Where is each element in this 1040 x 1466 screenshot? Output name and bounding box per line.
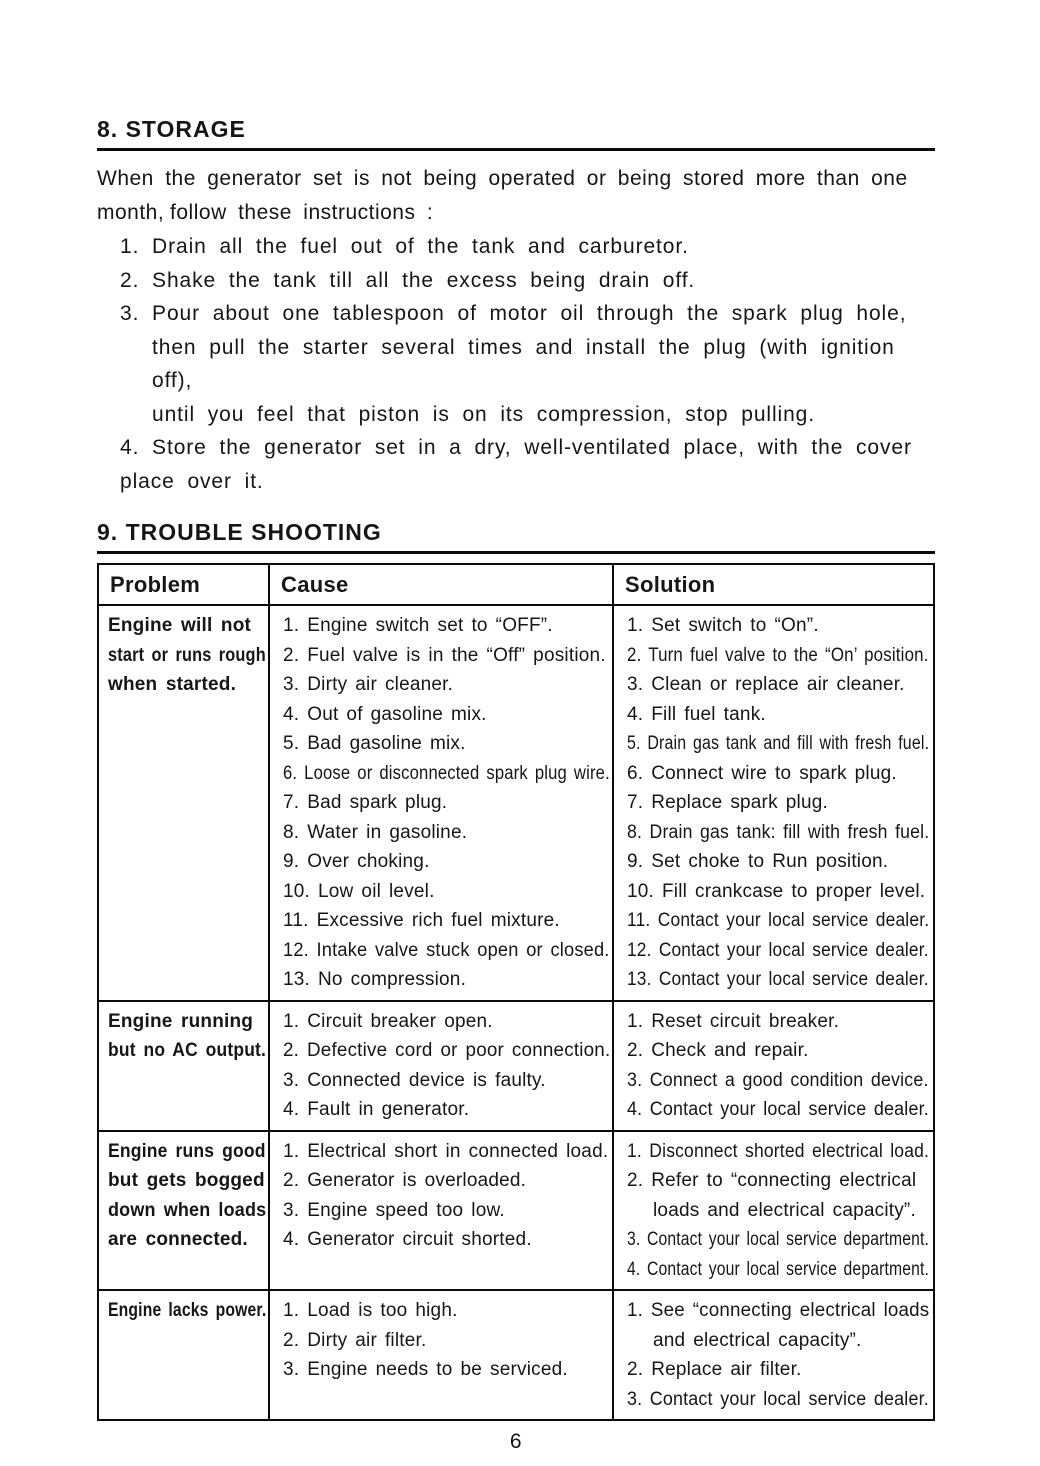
- cell-text-line: 4. Contact your local service department.: [627, 1258, 930, 1280]
- table-row: [99, 1000, 933, 1130]
- cell-text-line: 2. Dirty air filter.: [283, 1329, 427, 1351]
- table-row: [99, 604, 933, 1000]
- cell-text-line: 9. Over choking.: [283, 851, 430, 872]
- cell-text-line: 6. Connect wire to spark plug.: [627, 762, 897, 784]
- cell-text-line: 11. Contact your local service dealer.: [627, 910, 930, 931]
- cell-text-line: 3. Connect a good condition device.: [627, 1069, 929, 1091]
- cell-text-line: but no AC output.: [108, 1040, 267, 1061]
- cell-text-line: 5. Drain gas tank and fill with fresh fuel.: [627, 733, 930, 754]
- problem-cell: [99, 1132, 270, 1290]
- cell-text-line: 1. Circuit breaker open.: [283, 1010, 493, 1032]
- cell-text-line: 1. Load is too high.: [283, 1300, 458, 1321]
- cell-text-line: 8. Water in gasoline.: [283, 821, 468, 843]
- solution-cell: [614, 606, 931, 1000]
- cell-text-line: 3. Contact your local service department.: [627, 1229, 930, 1250]
- cell-text-line: 2. Fuel valve is in the “Off” position.: [283, 644, 606, 666]
- table-row: [99, 1289, 933, 1419]
- cell-text-line: 8. Drain gas tank: fill with fresh fuel.: [627, 821, 930, 843]
- cell-text-line: 13. No compression.: [283, 969, 467, 990]
- cell-text-line: when started.: [108, 674, 237, 695]
- cell-text-line: 12. Intake valve stuck open or closed.: [283, 939, 610, 961]
- instruction-line-continuation: then pull the starter several times and install the plug (with ignition off),: [152, 335, 895, 392]
- cell-text-line: are connected.: [108, 1229, 248, 1250]
- cell-text-line: Engine lacks power.: [108, 1300, 267, 1321]
- solution-cell: [614, 1291, 931, 1419]
- cell-text-line: 2. Refer to “connecting electrical: [627, 1170, 917, 1191]
- cell-text-line: 2. Generator is overloaded.: [283, 1170, 527, 1191]
- cell-text-line: 1. Set switch to “On”.: [627, 615, 819, 636]
- cell-text-line: 3. Clean or replace air cleaner.: [627, 674, 905, 695]
- cell-text-line: 10. Low oil level.: [283, 880, 435, 902]
- cell-text-line: and electrical capacity”.: [653, 1329, 862, 1351]
- storage-section-heading: 8. STORAGE: [97, 116, 935, 151]
- problem-cell: [99, 1002, 270, 1130]
- cell-text-line: Engine runs good: [108, 1140, 266, 1162]
- cell-text-line: 4. Out of gasoline mix.: [283, 703, 487, 725]
- cell-text-line: 4. Generator circuit shorted.: [283, 1229, 532, 1250]
- cell-text-line: 2. Check and repair.: [627, 1040, 809, 1061]
- page-number: 6: [509, 1430, 523, 1453]
- table-row: [99, 1130, 933, 1290]
- storage-intro-paragraph: [97, 162, 935, 229]
- header-cell-problem: [99, 565, 270, 604]
- cell-text-line: 9. Set choke to Run position.: [627, 851, 889, 872]
- cause-cell: [270, 606, 614, 1000]
- cell-text-line: 3. Contact your local service dealer.: [627, 1388, 929, 1410]
- cell-text-line: 1. Disconnect shorted electrical load.: [627, 1140, 930, 1162]
- cell-text-line: start or runs rough: [108, 644, 266, 666]
- troubleshooting-section-heading: 9. TROUBLE SHOOTING: [97, 519, 935, 554]
- cell-text-line: but gets bogged: [108, 1170, 265, 1191]
- instruction-line: 4. Store the generator set in a dry, well-ventilated place, with the cover place over it.: [120, 436, 912, 493]
- instruction-line: 2. Shake the tank till all the excess being drain off.: [120, 268, 696, 292]
- cell-text-line: 10. Fill crankcase to proper level.: [627, 880, 926, 902]
- cell-text-line: loads and electrical capacity”.: [653, 1199, 916, 1221]
- cell-text-line: 3. Connected device is faulty.: [283, 1069, 546, 1091]
- cell-text-line: 6. Loose or disconnected spark plug wire.: [283, 762, 610, 784]
- column-header-label: Cause: [281, 572, 349, 597]
- cell-text-line: 3. Engine speed too low.: [283, 1199, 505, 1221]
- troubleshooting-table: [97, 563, 935, 1421]
- cause-cell: [270, 1002, 614, 1130]
- paragraph-line: When the generator set is not being operated or being stored more than one month,: [97, 167, 908, 224]
- problem-cell: [99, 1291, 270, 1419]
- column-header-label: Problem: [110, 572, 201, 597]
- storage-instruction-list: [97, 230, 935, 498]
- manual-page: [0, 116, 1040, 1466]
- page-content: [97, 116, 935, 1454]
- cell-text-line: 2. Replace air filter.: [627, 1359, 802, 1380]
- solution-cell: [614, 1002, 931, 1130]
- instruction-line: 3. Pour about one tablespoon of motor oil through the spark plug hole,: [120, 302, 907, 325]
- cell-text-line: 12. Contact your local service dealer.: [627, 939, 929, 961]
- cell-text-line: 2. Turn fuel valve to the “On’ position.: [627, 644, 929, 666]
- cause-cell: [270, 1132, 614, 1290]
- cell-text-line: 3. Dirty air cleaner.: [283, 674, 454, 695]
- cell-text-line: down when loads: [108, 1199, 267, 1221]
- cell-text-line: 1. Engine switch set to “OFF”.: [283, 615, 553, 636]
- cell-text-line: 4. Fill fuel tank.: [627, 703, 766, 725]
- instruction-line-continuation: until you feel that piston is on its compression, stop pulling.: [152, 402, 815, 426]
- cell-text-line: 11. Excessive rich fuel mixture.: [283, 910, 560, 931]
- cell-text-line: Engine running: [108, 1010, 254, 1032]
- cell-text-line: 1. Electrical short in connected load.: [283, 1140, 609, 1162]
- cell-text-line: 3. Engine needs to be serviced.: [283, 1359, 568, 1380]
- cell-text-line: 7. Bad spark plug.: [283, 792, 448, 813]
- table-header-row: [99, 565, 933, 604]
- header-cell-solution: [614, 565, 931, 604]
- cell-text-line: 2. Defective cord or poor connection.: [283, 1040, 611, 1061]
- cell-text-line: 7. Replace spark plug.: [627, 792, 828, 813]
- cell-text-line: 4. Contact your local service dealer.: [627, 1099, 929, 1120]
- problem-cell: [99, 606, 270, 1000]
- cell-text-line: 13. Contact your local service dealer.: [627, 969, 929, 990]
- instruction-line: 1. Drain all the fuel out of the tank and carburetor.: [120, 235, 689, 258]
- solution-cell: [614, 1132, 931, 1290]
- column-header-label: Solution: [625, 572, 716, 597]
- cell-text-line: 4. Fault in generator.: [283, 1099, 470, 1120]
- cell-text-line: Engine will not: [108, 615, 252, 636]
- cause-cell: [270, 1291, 614, 1419]
- cell-text-line: 1. See “connecting electrical loads: [627, 1300, 930, 1321]
- cell-text-line: 1. Reset circuit breaker.: [627, 1010, 840, 1032]
- header-cell-cause: [270, 565, 614, 604]
- paragraph-line: follow these instructions :: [170, 200, 434, 224]
- cell-text-line: 5. Bad gasoline mix.: [283, 733, 466, 754]
